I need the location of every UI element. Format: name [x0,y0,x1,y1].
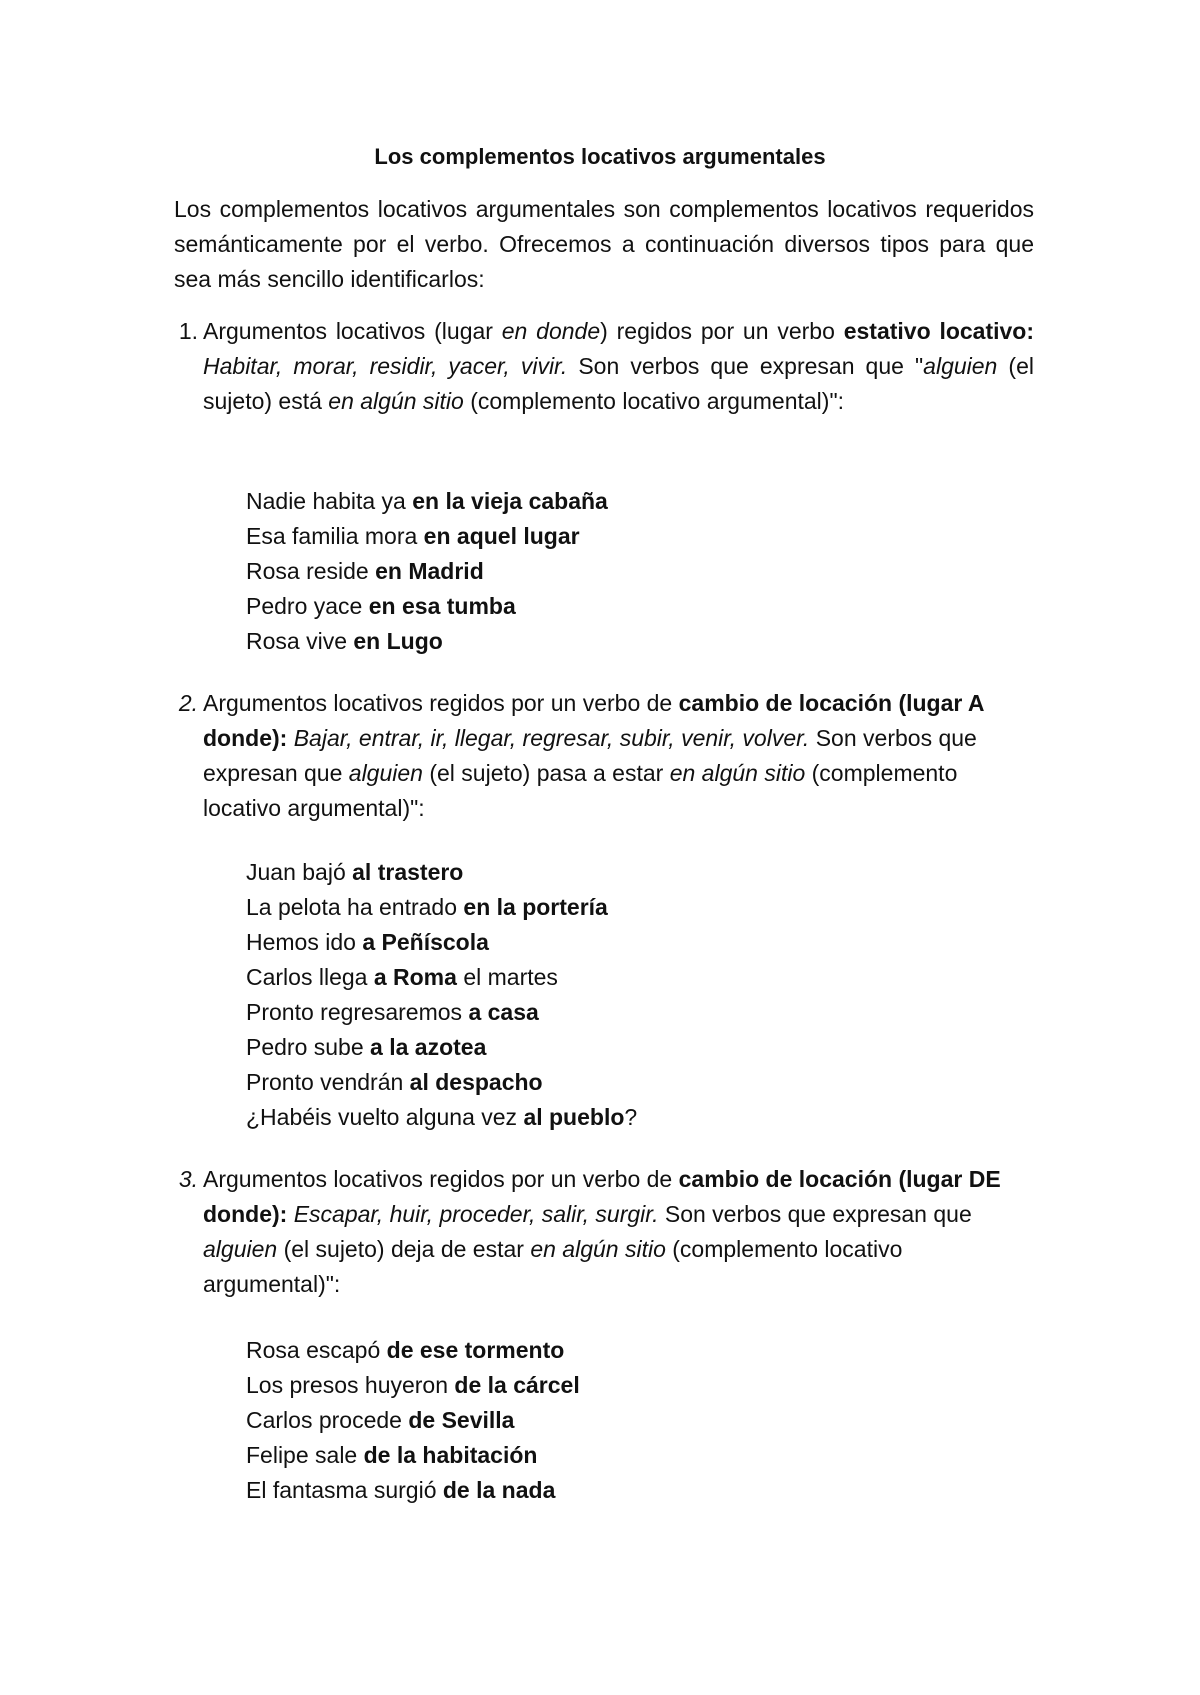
section-2 [178,686,1034,826]
section-3-lead: Argumentos locativos regidos por un verbo de [203,1166,679,1192]
list-item: Rosa reside en Madrid [246,558,484,584]
section-3-desc-3: (complemento locativo argumental)": [203,1236,903,1297]
section-2-lead: Argumentos locativos regidos por un verbo de [203,690,679,716]
section-1-desc-2: (el sujeto) está [203,353,1034,414]
list-item: ¿Habéis vuelto alguna vez al pueblo? [246,1104,638,1130]
section-1-desc-1: Son verbos que expresan que " [567,353,924,379]
list-item: Hemos ido a Peñíscola [246,929,489,955]
section-3-desc-2: (el sujeto) deja de estar [277,1236,531,1262]
list-item: Pedro sube a la azotea [246,1034,487,1060]
document-title: Los complementos locativos argumentales [374,144,826,169]
section-3-desc-1: Son verbos que expresan que [658,1201,972,1227]
list-item: Rosa vive en Lugo [246,628,443,654]
section-1-lead-italic: en donde [501,318,601,344]
section-2-verbs: Bajar, entrar, ir, llegar, regresar, subir, venir, volver. [293,725,810,751]
section-1-number: 1. [178,318,198,344]
list-item: Pedro yace en esa tumba [246,593,516,619]
list-item: Los presos huyeron de la cárcel [246,1372,580,1398]
section-3-examples [246,1333,1026,1508]
section-3 [178,1162,1034,1302]
section-1-desc-italic-1: alguien [923,353,998,379]
section-3-desc-italic-2: en algún sitio [530,1236,666,1262]
section-1-verbs: Habitar, morar, residir, yacer, vivir. [203,353,568,379]
section-1 [178,314,1035,419]
section-2-desc-2: (el sujeto) pasa a estar [422,760,670,786]
section-2-desc-1: Son verbos que expresan que [203,725,977,786]
list-item: Felipe sale de la habitación [246,1442,538,1468]
section-1-desc-italic-2: en algún sitio [328,388,464,414]
section-3-desc-italic-1: alguien [203,1236,278,1262]
section-1-lead-2: ) regidos por un verbo [600,318,844,344]
section-2-number: 2. [178,690,198,716]
section-2-desc-3: (complemento locativo argumental)": [203,760,958,821]
section-2-examples [246,855,1026,1135]
list-item: La pelota ha entrado en la portería [246,894,608,920]
section-2-term: cambio de locación (lugar A donde): [203,690,984,751]
section-1-lead: Argumentos locativos (lugar [203,318,502,344]
list-item: Pronto vendrán al despacho [246,1069,543,1095]
list-item: Juan bajó al trastero [246,859,464,885]
list-item: El fantasma surgió de la nada [246,1477,556,1503]
intro-paragraph: Los complementos locativos argumentales son complementos locativos requeridos semánticamente por el verbo. Ofrecemos a continuación diversos tipos para que sea más sencillo identificarlos: [174,196,1034,292]
list-item: Carlos llega a Roma el martes [246,964,558,990]
section-3-number: 3. [178,1166,198,1192]
section-2-desc-italic-2: en algún sitio [669,760,806,786]
section-1-examples [246,484,1026,659]
section-1-term: estativo locativo: [843,318,1035,344]
list-item: Pronto regresaremos a casa [246,999,539,1025]
section-1-desc-3: (complemento locativo argumental)": [463,388,845,414]
list-item: Rosa escapó de ese tormento [246,1337,565,1363]
list-item: Nadie habita ya en la vieja cabaña [246,488,608,514]
list-item: Carlos procede de Sevilla [246,1407,515,1433]
section-3-term: cambio de locación (lugar DE donde): [203,1166,1001,1227]
section-2-desc-italic-1: alguien [348,760,423,786]
list-item: Esa familia mora en aquel lugar [246,523,580,549]
section-3-verbs: Escapar, huir, proceder, salir, surgir. [293,1201,659,1227]
